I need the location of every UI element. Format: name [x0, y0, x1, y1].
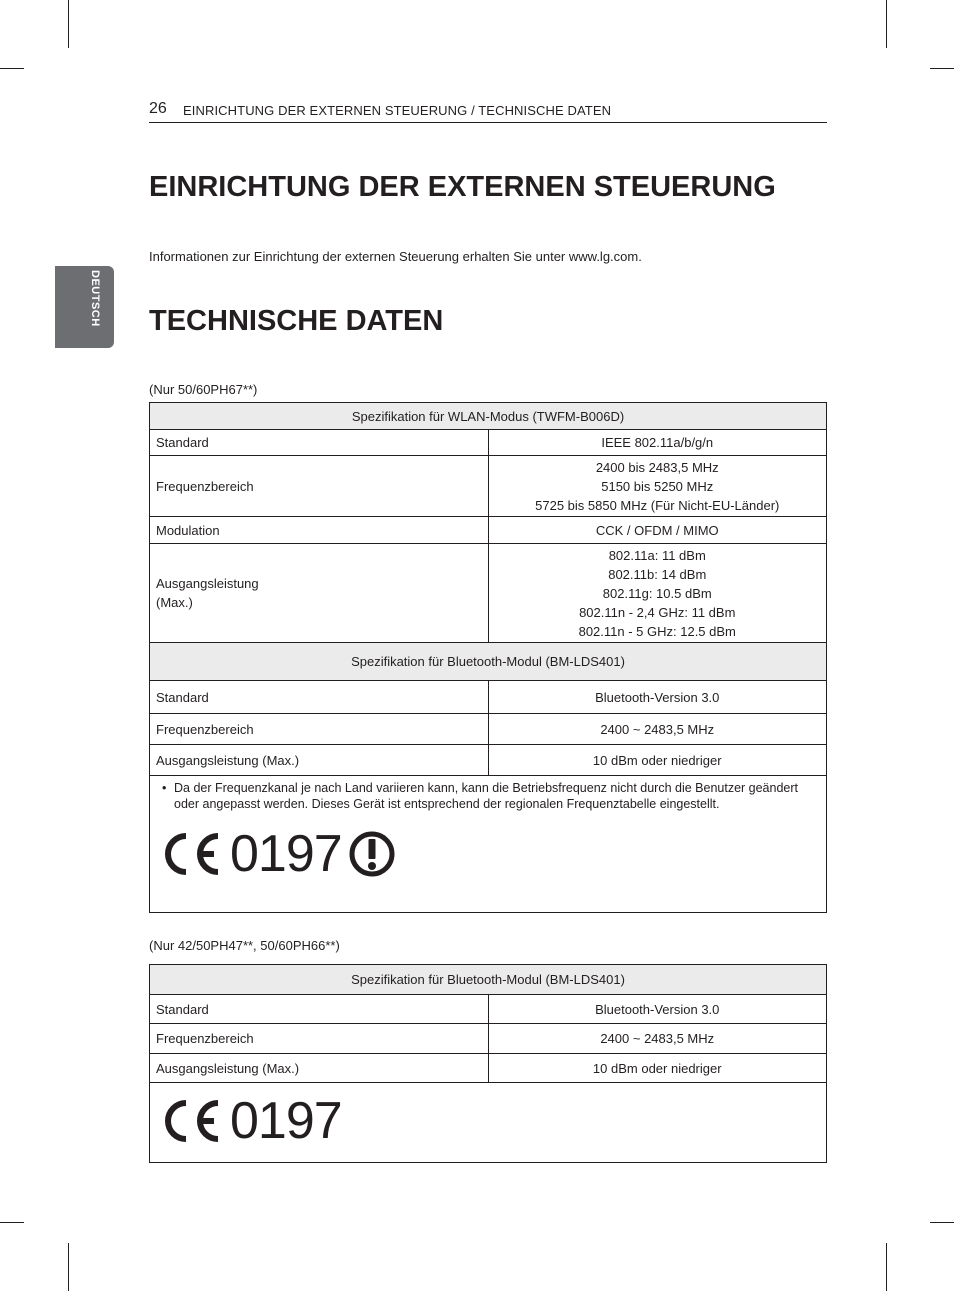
table-row — [150, 517, 827, 544]
model-note-1: (Nur 50/60PH67**) — [149, 382, 258, 397]
row-label: Ausgangsleistung (Max.) — [150, 1054, 489, 1083]
bluetooth-spec-header: Spezifikation für Bluetooth-Modul (BM-LDS401) — [150, 643, 827, 681]
value-line: 5725 bis 5850 MHz (Für Nicht-EU-Länder) — [535, 497, 780, 513]
row-value: 10 dBm oder niedriger — [488, 745, 827, 776]
bluetooth-spec-header: Spezifikation für Bluetooth-Modul (BM-LDS401) — [150, 965, 827, 995]
row-value: 10 dBm oder niedriger — [488, 1054, 827, 1083]
table-row — [150, 1024, 827, 1054]
crop-mark — [930, 68, 954, 69]
label-line: (Max.) — [156, 595, 193, 610]
row-value — [488, 456, 827, 517]
crop-mark — [68, 1243, 69, 1291]
row-label: Ausgangsleistung (Max.) — [150, 745, 489, 776]
value-line: 802.11b: 14 dBm — [608, 566, 707, 582]
label-line: Ausgangsleistung — [156, 576, 259, 591]
ce-marking — [158, 1092, 820, 1150]
row-label — [150, 544, 489, 643]
crop-mark — [886, 1243, 887, 1291]
value-line: 2400 bis 2483,5 MHz — [595, 459, 719, 475]
page-header — [149, 100, 827, 123]
table-row — [150, 430, 827, 456]
notified-body-number: 0197 — [230, 1092, 342, 1150]
row-label: Frequenzbereich — [150, 456, 489, 517]
crop-mark — [930, 1222, 954, 1223]
table-row — [150, 681, 827, 714]
value-line: 802.11a: 11 dBm — [608, 547, 706, 563]
ce-cell — [150, 1083, 827, 1163]
running-title: EINRICHTUNG DER EXTERNEN STEUERUNG / TECHNISCHE DATEN — [183, 103, 612, 118]
crop-mark — [886, 0, 887, 48]
notified-body-number: 0197 — [230, 825, 342, 883]
ce-row — [150, 1083, 827, 1163]
alert-sign-icon — [348, 830, 396, 878]
ce-mark-icon — [158, 1098, 222, 1144]
row-value: IEEE 802.11a/b/g/n — [488, 430, 827, 456]
section-title-external-control: EINRICHTUNG DER EXTERNEN STEUERUNG — [149, 171, 776, 203]
page-number: 26 — [149, 100, 167, 117]
value-line: 802.11n - 5 GHz: 12.5 dBm — [578, 623, 736, 639]
external-control-text: Informationen zur Einrichtung der externen Steuerung erhalten Sie unter www.lg.com. — [149, 249, 642, 264]
value-line: 5150 bis 5250 MHz — [601, 478, 714, 494]
spec-table-wlan-bluetooth — [149, 402, 827, 913]
footnote-cell — [150, 776, 827, 913]
footnote — [156, 780, 820, 812]
row-value: CCK / OFDM / MIMO — [488, 517, 827, 544]
language-tab-label: DEUTSCH — [89, 270, 101, 327]
crop-mark — [68, 0, 69, 48]
crop-mark — [0, 1222, 24, 1223]
table-row — [150, 745, 827, 776]
section-title-technical-data: TECHNISCHE DATEN — [149, 305, 444, 337]
ce-mark-icon — [158, 831, 222, 877]
row-value: 2400 ~ 2483,5 MHz — [488, 714, 827, 745]
row-value: Bluetooth-Version 3.0 — [488, 681, 827, 714]
table-row — [150, 544, 827, 643]
row-label: Standard — [150, 995, 489, 1024]
table-row — [150, 456, 827, 517]
table-header-row — [150, 403, 827, 430]
row-label: Modulation — [150, 517, 489, 544]
wlan-spec-header: Spezifikation für WLAN-Modus (TWFM-B006D) — [150, 403, 827, 430]
row-value: 2400 ~ 2483,5 MHz — [488, 1024, 827, 1054]
table-header-row — [150, 643, 827, 681]
crop-mark — [0, 68, 24, 69]
model-note-2: (Nur 42/50PH47**, 50/60PH66**) — [149, 938, 340, 953]
table-header-row — [150, 965, 827, 995]
table-row — [150, 995, 827, 1024]
value-line: 802.11n - 2,4 GHz: 11 dBm — [579, 604, 736, 620]
table-row — [150, 714, 827, 745]
footnote-row — [150, 776, 827, 913]
row-label: Standard — [150, 681, 489, 714]
row-value — [488, 544, 827, 643]
language-tab — [55, 266, 114, 348]
ce-marking — [158, 825, 820, 883]
value-line: 802.11g: 10.5 dBm — [602, 585, 712, 601]
row-label: Standard — [150, 430, 489, 456]
row-value: Bluetooth-Version 3.0 — [488, 995, 827, 1024]
spec-table-bluetooth — [149, 964, 827, 1163]
bullet-icon: • — [162, 781, 167, 795]
footnote-text: Da der Frequenzkanal je nach Land variieren kann, kann die Betriebsfrequenz nicht durch die Benutzer geändert oder angepasst werden. Dieses Gerät ist entsprechend der regionalen Frequenztabelle eingestellt. — [174, 781, 799, 811]
table-row — [150, 1054, 827, 1083]
row-label: Frequenzbereich — [150, 1024, 489, 1054]
row-label: Frequenzbereich — [150, 714, 489, 745]
